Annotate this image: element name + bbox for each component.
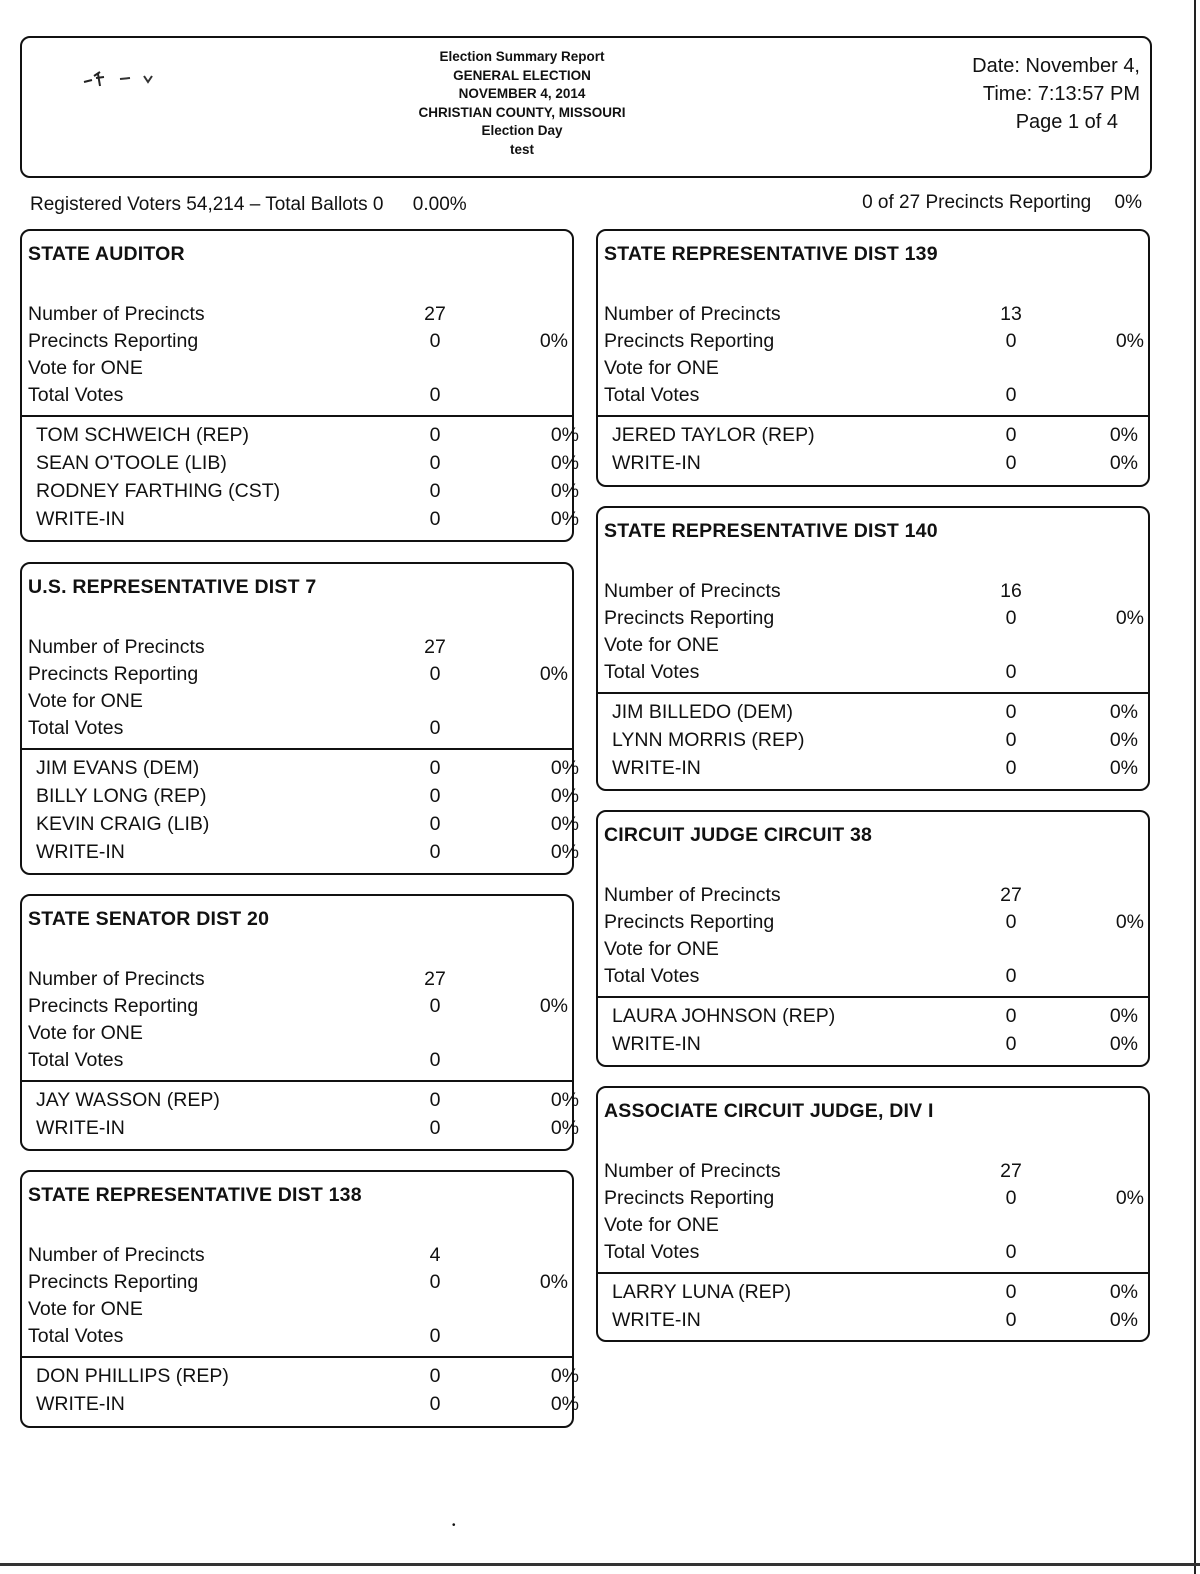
total-votes-row — [22, 1325, 572, 1352]
vote-for-row — [22, 1298, 572, 1325]
candidate-name: BILLY LONG (REP) — [36, 785, 207, 807]
stat-label: Precincts Reporting — [28, 663, 199, 685]
candidate-name: WRITE-IN — [612, 1309, 701, 1331]
precincts-percent: 0% — [1114, 192, 1142, 213]
contest-box — [596, 1086, 1150, 1342]
candidate-list — [22, 1089, 579, 1145]
candidate-votes: 0 — [1005, 757, 1017, 779]
stat-label: Precincts Reporting — [604, 607, 775, 629]
candidate-votes: 0 — [1005, 1033, 1017, 1055]
stat-label: Total Votes — [28, 717, 124, 739]
candidate-row — [598, 1281, 1148, 1309]
candidate-list — [598, 424, 1148, 480]
candidate-percent: 0% — [1109, 1033, 1138, 1055]
page-number: Page 1 of 4 — [1015, 111, 1118, 133]
contest-title: U.S. REPRESENTATIVE DIST 7 — [28, 576, 317, 598]
candidate-name: JIM BILLEDO (DEM) — [612, 701, 793, 723]
contest-box — [20, 894, 579, 1151]
candidate-votes: 0 — [429, 785, 441, 807]
number-of-precincts-row — [598, 303, 1148, 330]
stat-value: 0 — [1005, 661, 1017, 683]
stat-percent: 0% — [539, 330, 568, 352]
candidate-name: JIM EVANS (DEM) — [36, 757, 200, 779]
stat-value: 0 — [429, 1049, 441, 1071]
candidate-percent: 0% — [550, 480, 579, 502]
candidate-percent: 0% — [1109, 1005, 1138, 1027]
candidate-percent: 0% — [550, 1393, 579, 1415]
stat-percent: 0% — [539, 663, 568, 685]
candidate-name: WRITE-IN — [612, 757, 701, 779]
stat-label: Precincts Reporting — [604, 330, 775, 352]
candidate-name: DON PHILLIPS (REP) — [36, 1365, 229, 1387]
candidate-row — [598, 424, 1148, 452]
precincts-reporting-row — [22, 995, 572, 1022]
precincts-reporting-row — [22, 663, 572, 690]
candidate-name: WRITE-IN — [36, 1393, 125, 1415]
candidate-row — [22, 757, 579, 785]
candidate-name: JERED TAYLOR (REP) — [612, 424, 815, 446]
stat-value: 27 — [424, 303, 446, 325]
candidate-percent: 0% — [1109, 701, 1138, 723]
candidate-votes: 0 — [1005, 701, 1017, 723]
candidate-percent: 0% — [550, 452, 579, 474]
candidate-name: KEVIN CRAIG (LIB) — [36, 813, 210, 835]
stat-label: Number of Precincts — [28, 968, 205, 990]
stat-value: 27 — [1000, 1160, 1022, 1182]
stat-percent: 0% — [539, 995, 568, 1017]
precincts-reporting-row — [598, 607, 1148, 634]
contest-divider — [22, 748, 572, 750]
stat-value: 0 — [429, 1325, 441, 1347]
candidate-row — [22, 841, 579, 869]
candidate-votes: 0 — [1005, 1005, 1017, 1027]
stat-label: Precincts Reporting — [28, 1271, 199, 1293]
contest-title: STATE REPRESENTATIVE DIST 140 — [604, 520, 938, 542]
stat-value: 0 — [1005, 330, 1017, 352]
candidate-row — [22, 785, 579, 813]
candidate-name: TOM SCHWEICH (REP) — [36, 424, 250, 446]
total-votes-row — [22, 384, 572, 411]
stat-percent: 0% — [539, 1271, 568, 1293]
candidate-percent: 0% — [1109, 1309, 1138, 1331]
report-note: test — [509, 141, 534, 157]
number-of-precincts-row — [598, 1160, 1148, 1187]
stat-label: Vote for ONE — [28, 1022, 143, 1044]
candidate-percent: 0% — [1109, 729, 1138, 751]
total-votes-row — [22, 1049, 572, 1076]
stat-value: 0 — [429, 384, 441, 406]
vote-for-row — [598, 357, 1148, 384]
stat-label: Total Votes — [604, 965, 700, 987]
stat-percent: 0% — [1115, 330, 1144, 352]
report-date: Date: November 4, — [972, 55, 1140, 77]
candidate-percent: 0% — [550, 813, 579, 835]
page-edge-right — [1194, 0, 1196, 1574]
precincts-reporting-row — [22, 330, 572, 357]
stat-percent: 0% — [1115, 607, 1144, 629]
report-meta — [972, 52, 1140, 136]
candidate-row — [598, 729, 1148, 757]
candidate-percent: 0% — [550, 785, 579, 807]
contest-stats — [598, 884, 1148, 992]
stat-value: 27 — [424, 968, 446, 990]
contest-stats — [22, 636, 572, 744]
ballots-percent: 0.00% — [412, 194, 467, 215]
precincts-reporting-row — [598, 911, 1148, 938]
contest-title: ASSOCIATE CIRCUIT JUDGE, DIV I — [604, 1100, 934, 1122]
stat-label: Number of Precincts — [28, 1244, 205, 1266]
total-votes-row — [22, 717, 572, 744]
report-header — [20, 36, 1152, 178]
candidate-percent: 0% — [550, 1365, 579, 1387]
candidate-row — [598, 1033, 1148, 1061]
candidate-votes: 0 — [429, 1117, 441, 1139]
number-of-precincts-row — [22, 303, 572, 330]
candidate-name: WRITE-IN — [36, 508, 125, 530]
stat-value: 0 — [1005, 1241, 1017, 1263]
candidate-percent: 0% — [550, 1089, 579, 1111]
candidate-name: LYNN MORRIS (REP) — [612, 729, 805, 751]
contest-box — [596, 810, 1150, 1067]
candidate-votes: 0 — [1005, 729, 1017, 751]
candidate-votes: 0 — [429, 480, 441, 502]
candidate-row — [22, 452, 579, 480]
candidate-votes: 0 — [429, 813, 441, 835]
candidate-votes: 0 — [1005, 424, 1017, 446]
stat-value: 13 — [1000, 303, 1022, 325]
stat-percent: 0% — [1115, 911, 1144, 933]
candidate-name: WRITE-IN — [612, 452, 701, 474]
candidate-percent: 0% — [1109, 757, 1138, 779]
stat-value: 0 — [1005, 1187, 1017, 1209]
candidate-name: LARRY LUNA (REP) — [612, 1281, 792, 1303]
candidate-votes: 0 — [429, 508, 441, 530]
stat-label: Number of Precincts — [604, 1160, 781, 1182]
number-of-precincts-row — [22, 968, 572, 995]
contest-box — [596, 506, 1150, 791]
stat-label: Vote for ONE — [28, 690, 143, 712]
candidate-percent: 0% — [1109, 452, 1138, 474]
stat-label: Number of Precincts — [604, 884, 781, 906]
stat-value: 27 — [424, 636, 446, 658]
precincts-reporting-row — [598, 1187, 1148, 1214]
contest-stats — [22, 1244, 572, 1352]
total-votes-row — [598, 1241, 1148, 1268]
stat-label: Precincts Reporting — [604, 1187, 775, 1209]
contest-divider — [598, 692, 1148, 694]
contest-box — [596, 229, 1150, 487]
contest-stats — [598, 580, 1148, 688]
election-name: GENERAL ELECTION — [453, 67, 591, 83]
stat-label: Vote for ONE — [604, 634, 719, 656]
candidate-row — [22, 480, 579, 508]
stat-value: 16 — [1000, 580, 1022, 602]
contest-divider — [598, 1272, 1148, 1274]
number-of-precincts-row — [598, 580, 1148, 607]
stat-label: Number of Precincts — [604, 303, 781, 325]
report-type: Election Day — [481, 123, 563, 138]
candidate-percent: 0% — [550, 841, 579, 863]
scan-speck: • — [452, 1520, 456, 1531]
candidate-row — [598, 452, 1148, 480]
precincts-reporting-row — [598, 330, 1148, 357]
contest-box — [20, 562, 579, 875]
total-votes-row — [598, 384, 1148, 411]
contest-title: STATE REPRESENTATIVE DIST 138 — [28, 1184, 362, 1206]
candidate-list — [22, 757, 579, 869]
candidate-votes: 0 — [429, 424, 441, 446]
candidate-votes: 0 — [429, 1393, 441, 1415]
stat-value: 0 — [1005, 911, 1017, 933]
county-name: CHRISTIAN COUNTY, MISSOURI — [418, 104, 626, 120]
stat-value: 0 — [429, 995, 441, 1017]
county-logo-icon — [74, 64, 184, 94]
contest-title: STATE SENATOR DIST 20 — [28, 908, 270, 930]
stat-label: Total Votes — [604, 661, 700, 683]
contest-box — [20, 1170, 579, 1428]
stat-label: Total Votes — [28, 384, 124, 406]
candidate-votes: 0 — [1005, 1281, 1017, 1303]
candidate-list — [22, 1365, 579, 1421]
contest-divider — [598, 415, 1148, 417]
candidate-row — [22, 508, 579, 536]
stat-label: Precincts Reporting — [28, 330, 199, 352]
contest-title: STATE REPRESENTATIVE DIST 139 — [604, 243, 938, 265]
candidate-name: WRITE-IN — [36, 1117, 125, 1139]
stat-value: 0 — [429, 663, 441, 685]
candidate-votes: 0 — [429, 1365, 441, 1387]
candidate-row — [598, 1309, 1148, 1337]
number-of-precincts-row — [22, 1244, 572, 1271]
stat-label: Vote for ONE — [604, 938, 719, 960]
candidate-votes: 0 — [1005, 1309, 1017, 1331]
election-date: NOVEMBER 4, 2014 — [458, 86, 586, 101]
stat-label: Number of Precincts — [28, 303, 205, 325]
candidate-row — [22, 1393, 579, 1421]
candidate-row — [598, 701, 1148, 729]
stat-label: Total Votes — [604, 384, 700, 406]
candidate-name: WRITE-IN — [36, 841, 125, 863]
page-edge-bottom — [0, 1563, 1200, 1566]
candidate-row — [598, 757, 1148, 785]
candidate-row — [22, 1089, 579, 1117]
stat-label: Number of Precincts — [604, 580, 781, 602]
candidate-votes: 0 — [429, 757, 441, 779]
stat-label: Total Votes — [28, 1049, 124, 1071]
contest-title: CIRCUIT JUDGE CIRCUIT 38 — [604, 824, 873, 846]
candidate-votes: 0 — [429, 841, 441, 863]
contest-box — [20, 229, 579, 542]
stat-percent: 0% — [1115, 1187, 1144, 1209]
candidate-percent: 0% — [1109, 1281, 1138, 1303]
precincts-reporting-text: 0 of 27 Precincts Reporting — [862, 192, 1092, 213]
candidate-row — [22, 424, 579, 452]
stat-value: 27 — [1000, 884, 1022, 906]
stat-value: 4 — [429, 1244, 441, 1266]
stat-label: Vote for ONE — [604, 1214, 719, 1236]
vote-for-row — [598, 1214, 1148, 1241]
stat-label: Number of Precincts — [28, 636, 205, 658]
stat-value: 0 — [429, 717, 441, 739]
contest-title: STATE AUDITOR — [28, 243, 185, 265]
candidate-votes: 0 — [429, 1089, 441, 1111]
vote-for-row — [22, 357, 572, 384]
report-time: Time: 7:13:57 PM — [982, 83, 1140, 105]
total-votes-row — [598, 661, 1148, 688]
stat-label: Total Votes — [604, 1241, 700, 1263]
candidate-percent: 0% — [1109, 424, 1138, 446]
candidate-list — [598, 701, 1148, 785]
registered-voters-text: Registered Voters 54,214 – Total Ballots 0 — [30, 194, 384, 215]
contest-stats — [598, 303, 1148, 411]
vote-for-row — [598, 938, 1148, 965]
number-of-precincts-row — [598, 884, 1148, 911]
contest-divider — [22, 1356, 572, 1358]
stat-label: Vote for ONE — [604, 357, 719, 379]
vote-for-row — [22, 1022, 572, 1049]
contest-divider — [598, 996, 1148, 998]
candidate-percent: 0% — [550, 1117, 579, 1139]
stat-value: 0 — [1005, 965, 1017, 987]
stat-value: 0 — [1005, 607, 1017, 629]
candidate-row — [22, 1365, 579, 1393]
candidate-list — [598, 1005, 1148, 1061]
stat-label: Precincts Reporting — [604, 911, 775, 933]
candidate-votes: 0 — [1005, 452, 1017, 474]
registered-voters-summary — [30, 194, 467, 216]
candidate-name: SEAN O'TOOLE (LIB) — [36, 452, 227, 474]
stat-label: Vote for ONE — [28, 1298, 143, 1320]
report-title-block — [352, 48, 692, 159]
candidate-list — [22, 424, 579, 536]
contest-stats — [22, 968, 572, 1076]
contest-divider — [22, 415, 572, 417]
candidate-name: WRITE-IN — [612, 1033, 701, 1055]
candidate-name: JAY WASSON (REP) — [36, 1089, 220, 1111]
candidate-row — [22, 813, 579, 841]
candidate-name: LAURA JOHNSON (REP) — [612, 1005, 836, 1027]
stat-label: Vote for ONE — [28, 357, 143, 379]
vote-for-row — [598, 634, 1148, 661]
report-title: Election Summary Report — [439, 49, 605, 64]
candidate-percent: 0% — [550, 508, 579, 530]
candidate-votes: 0 — [429, 452, 441, 474]
vote-for-row — [22, 690, 572, 717]
candidate-list — [598, 1281, 1148, 1337]
stat-label: Precincts Reporting — [28, 995, 199, 1017]
stat-label: Total Votes — [28, 1325, 124, 1347]
contest-divider — [22, 1080, 572, 1082]
stat-value: 0 — [429, 1271, 441, 1293]
precincts-summary — [862, 192, 1142, 214]
candidate-row — [22, 1117, 579, 1145]
candidate-percent: 0% — [550, 424, 579, 446]
candidate-row — [598, 1005, 1148, 1033]
total-votes-row — [598, 965, 1148, 992]
precincts-reporting-row — [22, 1271, 572, 1298]
contest-stats — [598, 1160, 1148, 1268]
number-of-precincts-row — [22, 636, 572, 663]
contest-stats — [22, 303, 572, 411]
candidate-percent: 0% — [550, 757, 579, 779]
stat-value: 0 — [1005, 384, 1017, 406]
candidate-name: RODNEY FARTHING (CST) — [36, 480, 281, 502]
stat-value: 0 — [429, 330, 441, 352]
